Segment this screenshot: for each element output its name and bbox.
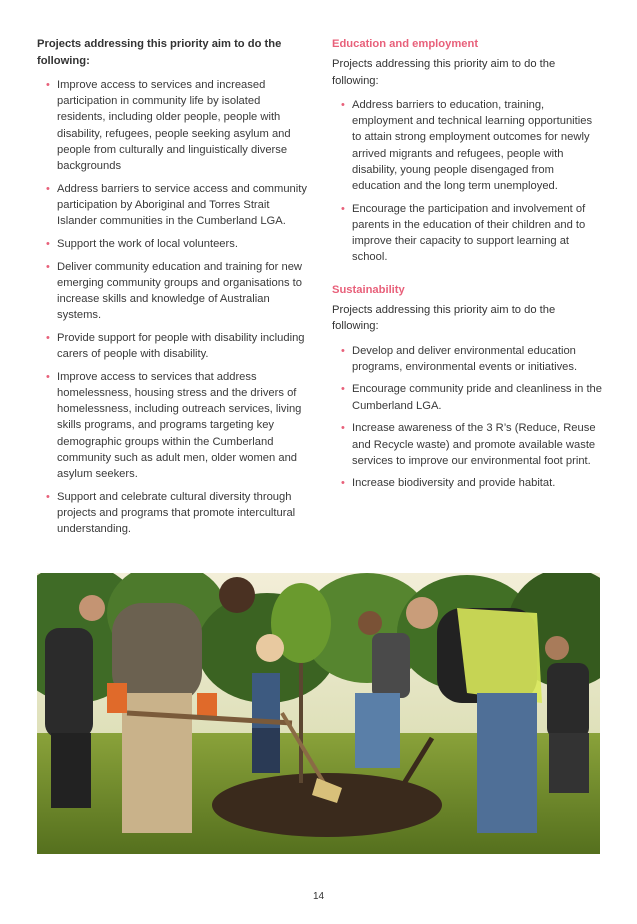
left-intro: Projects addressing this priority aim to do the following: [37, 38, 282, 67]
list-item-text: Address barriers to education, training, employment and technical learning opportunities to attain strong employment outcomes for newly arrived migrants and refugees, people with disability, young people disengaged from education and the long term unemployed. [352, 99, 593, 193]
bullet-icon: • [341, 383, 345, 396]
sustainability-heading: Sustainability [332, 283, 405, 296]
bullet-icon: • [46, 370, 50, 383]
bullet-icon: • [46, 490, 50, 503]
bullet-icon: • [46, 331, 50, 344]
bullet-icon: • [46, 79, 50, 91]
left-bullet-list [37, 77, 309, 537]
education-heading: Education and employment [332, 38, 479, 50]
bullet-icon: • [341, 99, 345, 111]
list-item-text: Improve access to services and increased participation in community life by isolated residents, including older people, people with disability, refugees, people seeking asylum and people from culturally and linguistically diverse backgrounds [57, 79, 291, 173]
list-item-text: Deliver community education and training for new emerging community groups and organisations to increase skills and knowledge of Australian systems. [57, 260, 303, 322]
list-item [332, 381, 602, 413]
right-column [332, 36, 602, 498]
page-number: 14 [312, 891, 325, 902]
bullet-icon: • [341, 202, 345, 215]
list-item-text: Address barriers to service access and community participation by Aboriginal and Torres Strait Islander communities in the Cumberland LGA. [57, 182, 307, 228]
bullet-icon: • [341, 422, 345, 435]
list-item [37, 330, 309, 362]
list-item [37, 369, 309, 482]
tree-planting-photo [37, 573, 600, 854]
list-item [332, 201, 602, 266]
list-item-text: Support and celebrate cultural diversity through projects and programs that promote intercultural understanding. [57, 490, 296, 536]
bullet-icon: • [46, 182, 50, 195]
list-item-text: Increase biodiversity and provide habitat. [352, 477, 556, 490]
list-item [332, 97, 602, 194]
list-item [37, 489, 309, 538]
list-item [37, 259, 309, 324]
bullet-icon: • [341, 344, 345, 357]
left-column [37, 36, 309, 544]
sustainability-bullet-list [332, 343, 602, 492]
list-item-text: Encourage community pride and cleanliness in the Cumberland LGA. [352, 383, 602, 412]
list-item [37, 236, 309, 252]
list-item-text: Increase awareness of the 3 R’s (Reduce, Reuse and Recycle waste) and promote available waste services to improve our environmental foot print. [352, 422, 596, 467]
bullet-icon: • [46, 237, 50, 250]
list-item [37, 77, 309, 174]
bullet-icon: • [341, 477, 345, 490]
education-bullet-list [332, 97, 602, 266]
list-item-text: Encourage the participation and involvement of parents in the education of their children and to improve their capacity to support learning at school. [352, 202, 586, 264]
list-item [332, 420, 602, 469]
list-item [332, 343, 602, 375]
list-item-text: Develop and deliver environmental education programs, environmental events or initiatives. [352, 344, 578, 373]
list-item [37, 181, 309, 230]
list-item [332, 475, 602, 491]
list-item-text: Support the work of local volunteers. [57, 237, 238, 250]
list-item-text: Improve access to services that address homelessness, housing stress and the drivers of homelessness, including outreach services, living skills programs, and programs targeting key demographic groups within the Cumberland community such as adult men, older women and asylum seekers. [57, 370, 302, 480]
sustainability-intro: Projects addressing this priority aim to do the following: [332, 303, 556, 333]
list-item-text: Provide support for people with disability including carers of people with disability. [57, 331, 305, 361]
education-intro: Projects addressing this priority aim to do the following: [332, 58, 556, 87]
bullet-icon: • [46, 260, 50, 273]
